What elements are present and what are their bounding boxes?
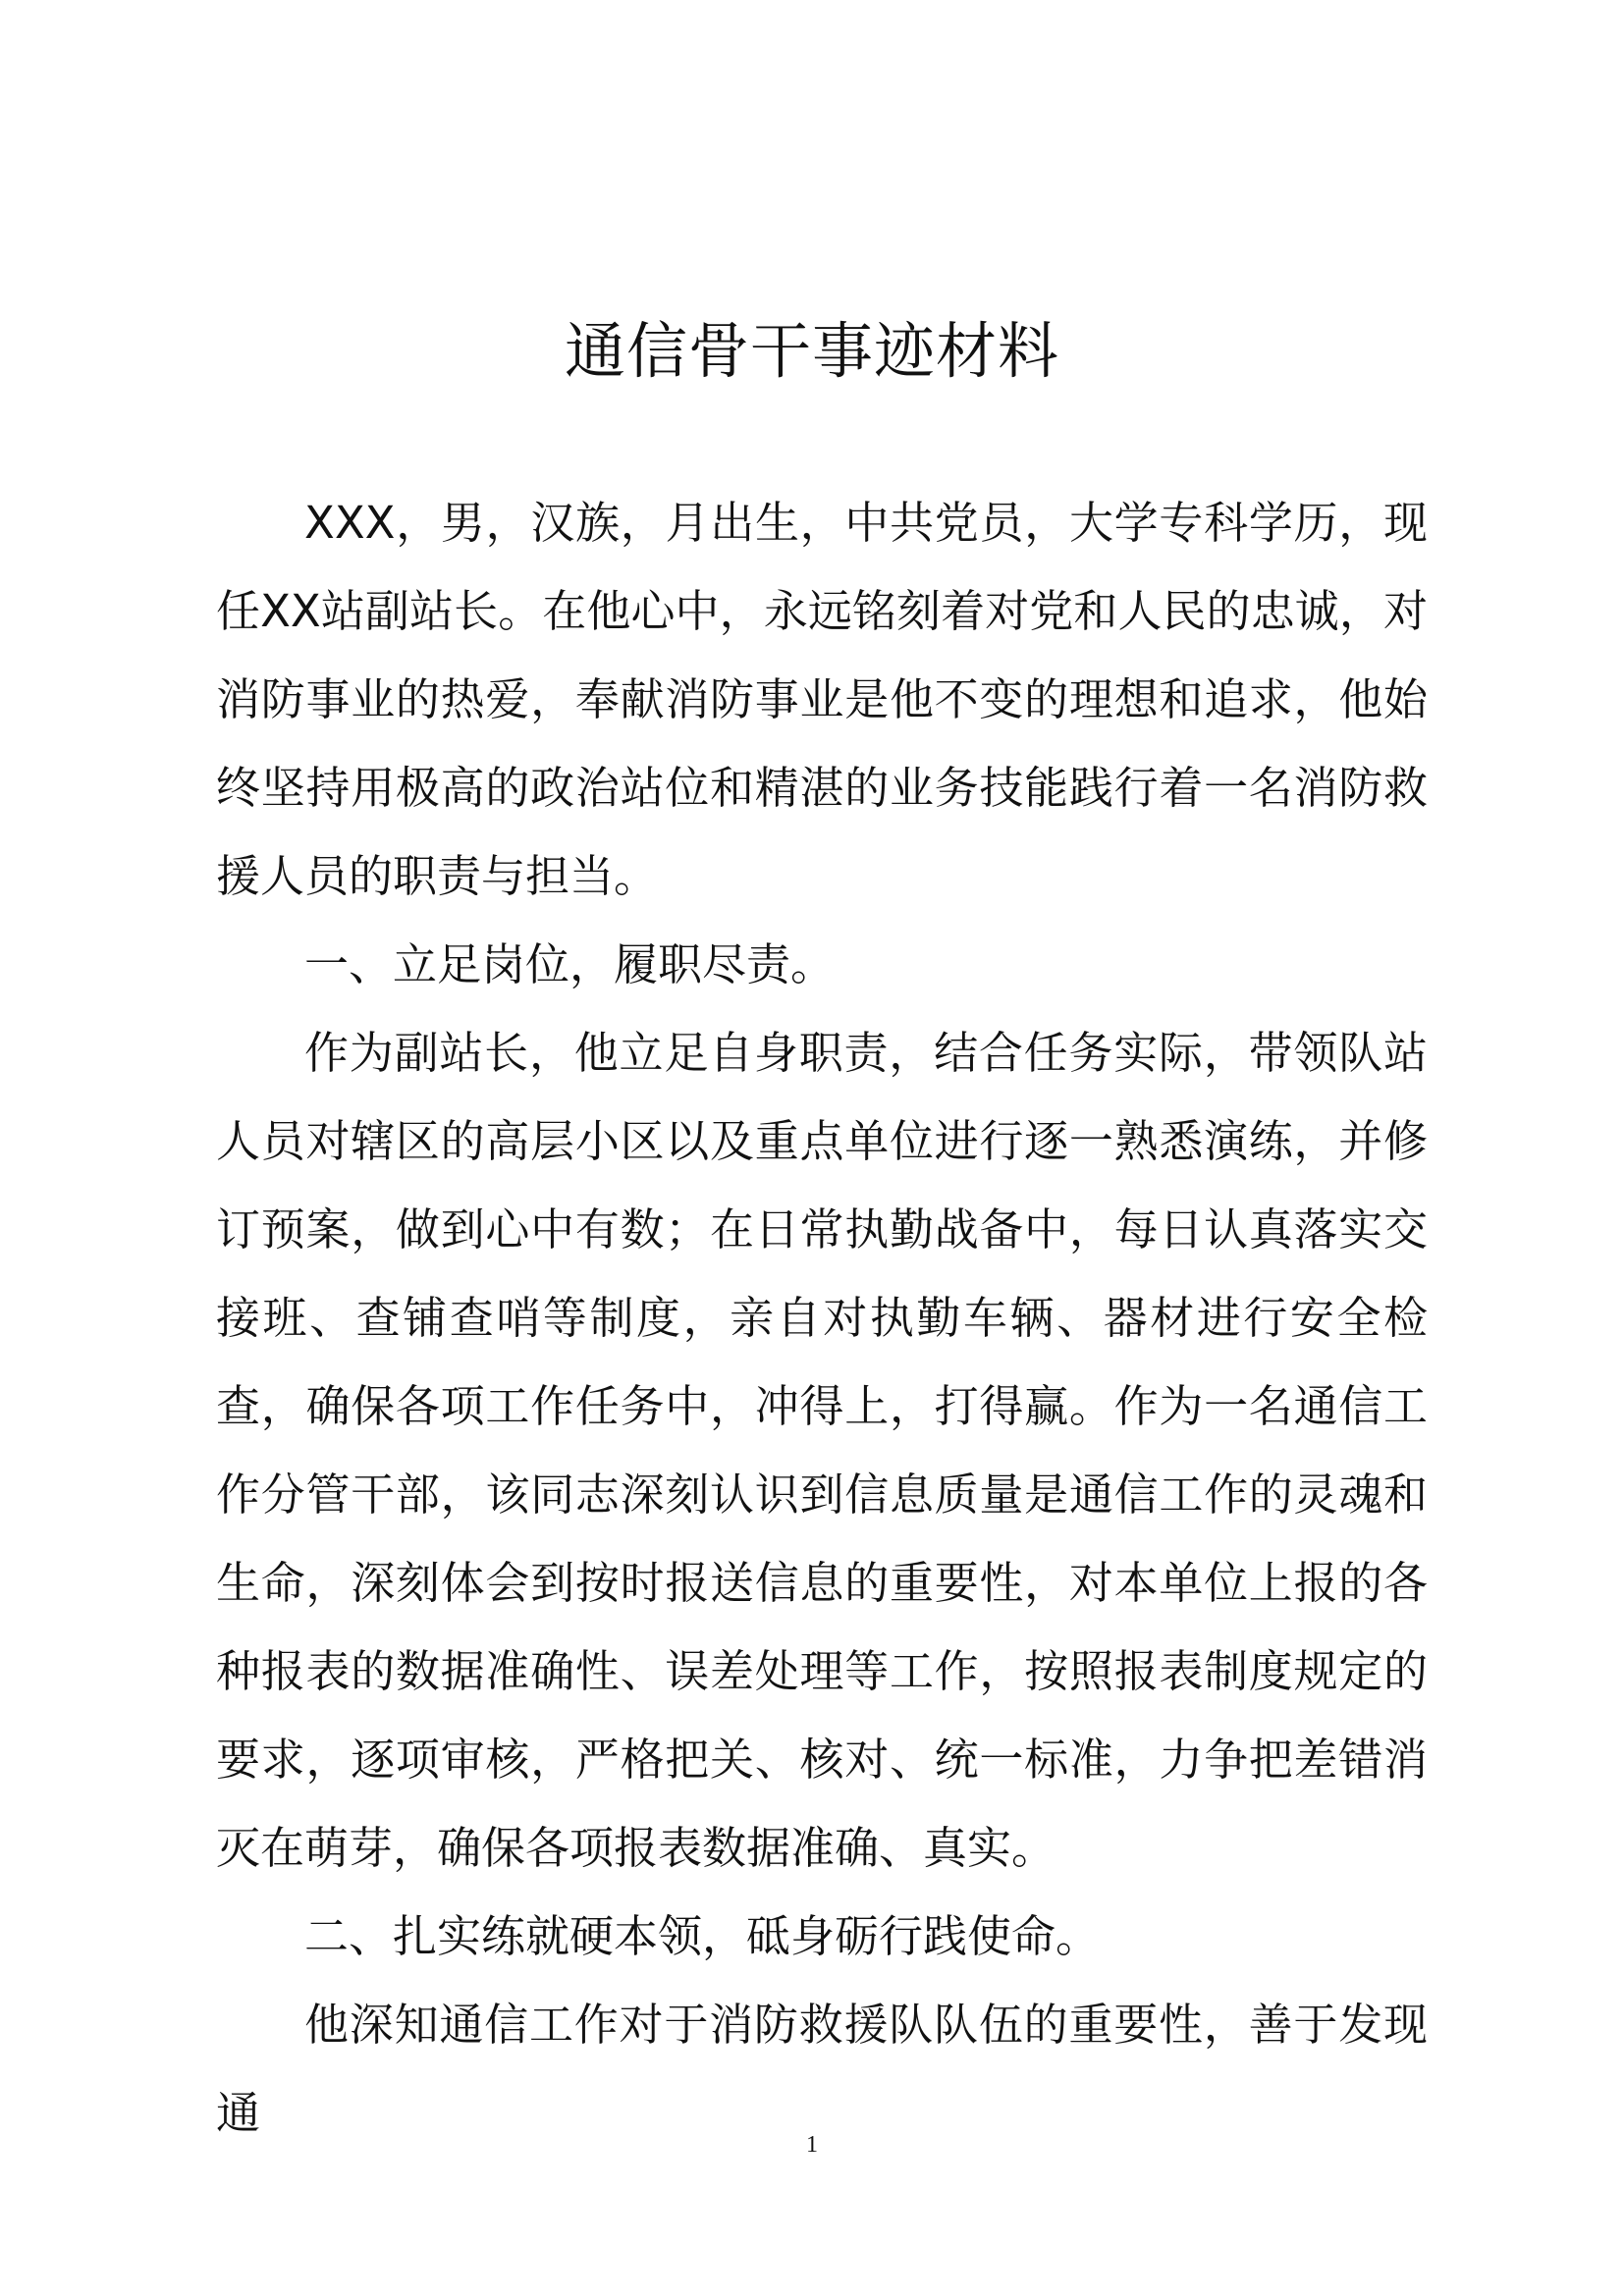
paragraph-section-1: 作为副站长，他立足自身职责，结合任务实际，带领队站人员对辖区的高层小区以及重点单位进行逐一熟悉演练，并修订预案，做到心中有数；在日常执勤战备中，每日认真落实交接班、查铺查哨等制度，亲自对执勤车辆、器材进行安全检查，确保各项工作任务中，冲得上，打得赢。作为一名通信工作分管干部，该同志深刻认识到信息质量是通信工作的灵魂和生命，深刻体会到按时报送信息的重要性，对本单位上报的各种报表的数据准确性、误差处理等工作，按照报表制度规定的要求，逐项审核，严格把关、核对、统一标准，力争把差错消灭在萌芽，确保各项报表数据准确、真实。 <box>216 1027 1428 1874</box>
document-title: 通信骨干事迹材料 <box>564 315 1059 387</box>
section-heading-1: 一、立足岗位，履职尽责。 <box>304 938 836 990</box>
section-heading-2: 二、扎实练就硬本领，砥身砺行践使命。 <box>304 1910 1101 1962</box>
paragraph-section-2: 他深知通信工作对于消防救援队队伍的重要性，善于发现通 <box>216 1999 1428 2139</box>
document-body <box>216 479 1428 2158</box>
paragraph-intro: XXX，男，汉族，月出生，中共党员，大学专科学历，现任XX站副站长。在他心中，永远铭刻着对党和人民的忠诚，对消防事业的热爱，奉献消防事业是他不变的理想和追求，他始终坚持用极高的政治站位和精湛的业务技能践行着一名消防救援人员的职责与担当。 <box>216 497 1428 902</box>
page-number: 1 <box>806 2132 818 2158</box>
